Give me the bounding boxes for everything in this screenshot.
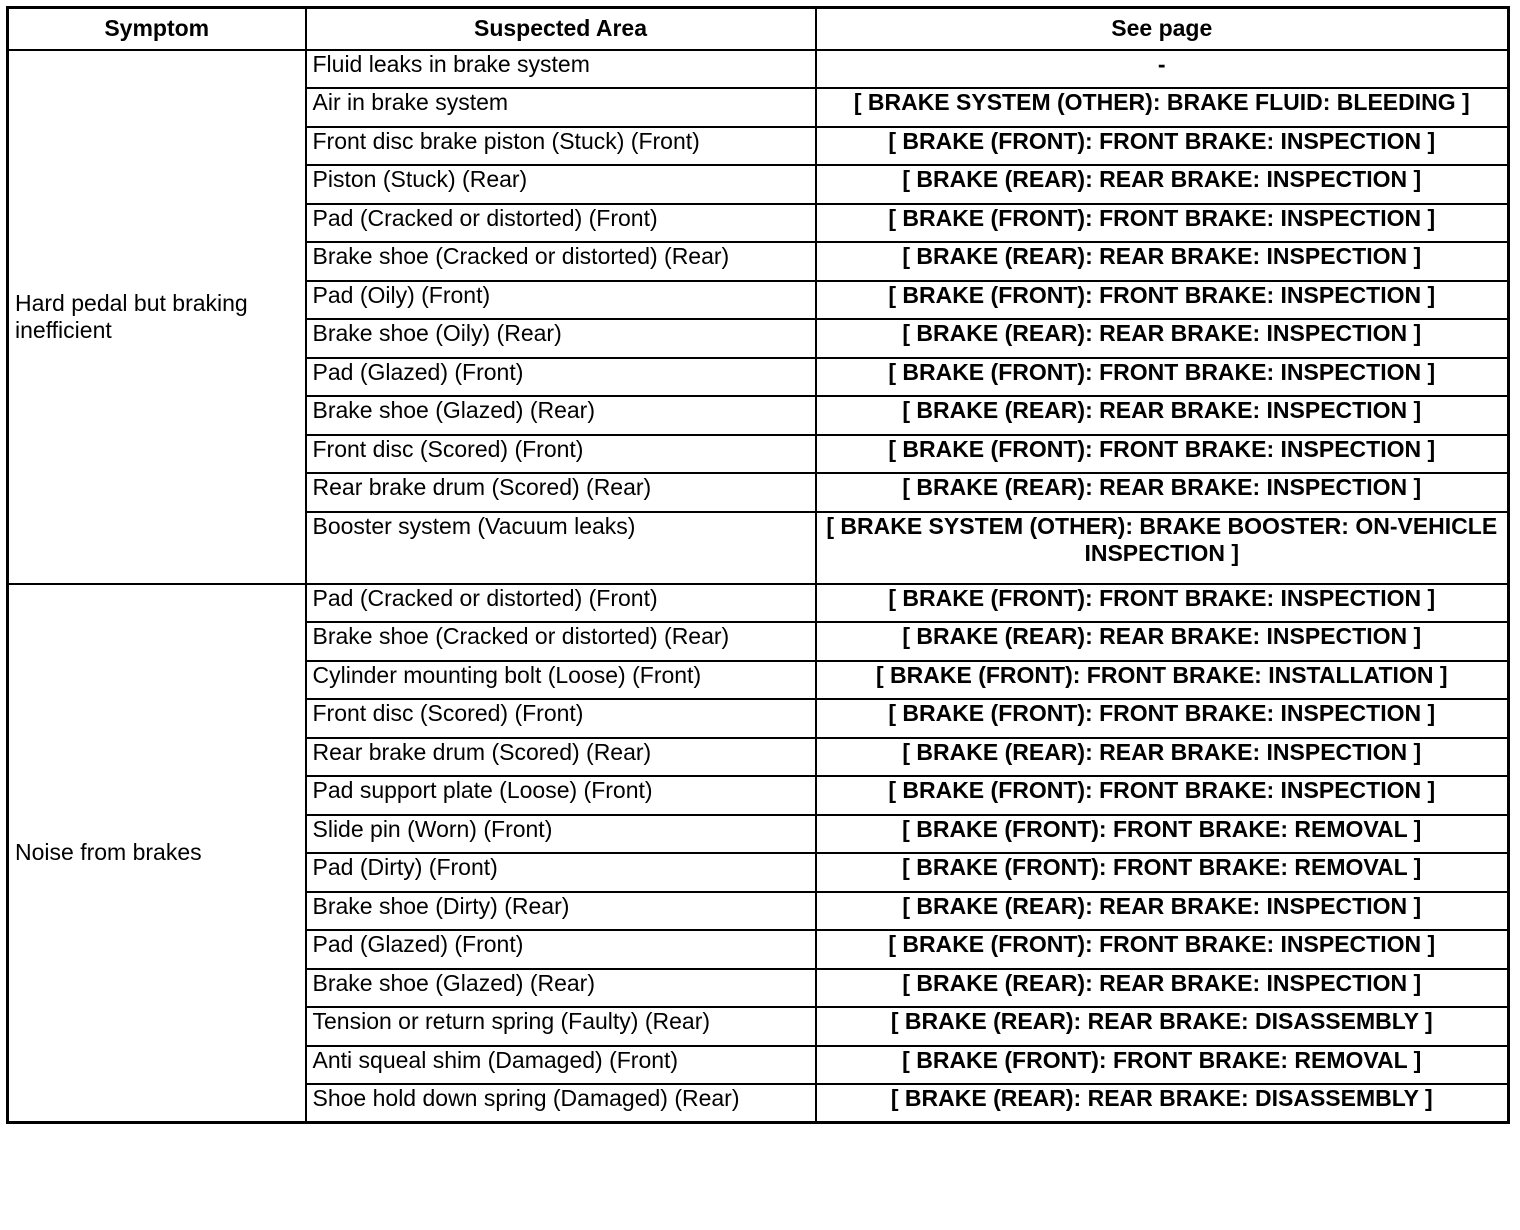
- see-page-cell: [ BRAKE (FRONT): FRONT BRAKE: INSPECTION ]: [816, 584, 1509, 623]
- header-row: [8, 8, 1509, 50]
- suspected-area-cell: Fluid leaks in brake system: [306, 50, 816, 89]
- suspected-area-cell: Front disc (Scored) (Front): [306, 699, 816, 738]
- header-symptom: Symptom: [8, 8, 306, 50]
- see-page-cell: [ BRAKE (FRONT): FRONT BRAKE: INSPECTION ]: [816, 204, 1509, 243]
- suspected-area-cell: Rear brake drum (Scored) (Rear): [306, 738, 816, 777]
- symptom-cell: Hard pedal but braking inefficient: [8, 50, 306, 584]
- suspected-area-cell: Tension or return spring (Faulty) (Rear): [306, 1007, 816, 1046]
- see-page-cell: [ BRAKE (REAR): REAR BRAKE: DISASSEMBLY ]: [816, 1007, 1509, 1046]
- header-see-page: See page: [816, 8, 1509, 50]
- suspected-area-cell: Pad (Oily) (Front): [306, 281, 816, 320]
- see-page-cell: [ BRAKE (FRONT): FRONT BRAKE: INSPECTION ]: [816, 699, 1509, 738]
- see-page-cell: -: [816, 50, 1509, 89]
- suspected-area-cell: Shoe hold down spring (Damaged) (Rear): [306, 1084, 816, 1123]
- see-page-cell: [ BRAKE (REAR): REAR BRAKE: INSPECTION ]: [816, 969, 1509, 1008]
- troubleshooting-table: [6, 6, 1510, 1124]
- suspected-area-cell: Brake shoe (Dirty) (Rear): [306, 892, 816, 931]
- see-page-cell: [ BRAKE (FRONT): FRONT BRAKE: INSPECTION ]: [816, 358, 1509, 397]
- troubleshooting-table-container: [6, 6, 1510, 1124]
- suspected-area-cell: Piston (Stuck) (Rear): [306, 165, 816, 204]
- see-page-cell: [ BRAKE (REAR): REAR BRAKE: INSPECTION ]: [816, 396, 1509, 435]
- suspected-area-cell: Booster system (Vacuum leaks): [306, 512, 816, 584]
- table-row: [8, 584, 1509, 623]
- suspected-area-cell: Pad (Cracked or distorted) (Front): [306, 204, 816, 243]
- see-page-cell: [ BRAKE SYSTEM (OTHER): BRAKE FLUID: BLEEDING ]: [816, 88, 1509, 127]
- see-page-cell: [ BRAKE (FRONT): FRONT BRAKE: REMOVAL ]: [816, 853, 1509, 892]
- suspected-area-cell: Slide pin (Worn) (Front): [306, 815, 816, 854]
- see-page-cell: [ BRAKE (REAR): REAR BRAKE: INSPECTION ]: [816, 242, 1509, 281]
- suspected-area-cell: Pad (Dirty) (Front): [306, 853, 816, 892]
- see-page-cell: [ BRAKE (REAR): REAR BRAKE: INSPECTION ]: [816, 319, 1509, 358]
- see-page-cell: [ BRAKE (FRONT): FRONT BRAKE: INSPECTION ]: [816, 281, 1509, 320]
- suspected-area-cell: Air in brake system: [306, 88, 816, 127]
- see-page-cell: [ BRAKE (FRONT): FRONT BRAKE: INSTALLATION ]: [816, 661, 1509, 700]
- table-body: [8, 50, 1509, 1123]
- see-page-cell: [ BRAKE (FRONT): FRONT BRAKE: INSPECTION ]: [816, 776, 1509, 815]
- see-page-cell: [ BRAKE (FRONT): FRONT BRAKE: INSPECTION ]: [816, 435, 1509, 474]
- suspected-area-cell: Brake shoe (Cracked or distorted) (Rear): [306, 242, 816, 281]
- suspected-area-cell: Brake shoe (Cracked or distorted) (Rear): [306, 622, 816, 661]
- see-page-cell: [ BRAKE (REAR): REAR BRAKE: DISASSEMBLY ]: [816, 1084, 1509, 1123]
- suspected-area-cell: Anti squeal shim (Damaged) (Front): [306, 1046, 816, 1085]
- see-page-cell: [ BRAKE (FRONT): FRONT BRAKE: INSPECTION ]: [816, 930, 1509, 969]
- suspected-area-cell: Pad (Glazed) (Front): [306, 358, 816, 397]
- symptom-cell: Noise from brakes: [8, 584, 306, 1123]
- suspected-area-cell: Brake shoe (Glazed) (Rear): [306, 396, 816, 435]
- see-page-cell: [ BRAKE (REAR): REAR BRAKE: INSPECTION ]: [816, 738, 1509, 777]
- suspected-area-cell: Cylinder mounting bolt (Loose) (Front): [306, 661, 816, 700]
- see-page-cell: [ BRAKE SYSTEM (OTHER): BRAKE BOOSTER: ON-VEHICLE INSPECTION ]: [816, 512, 1509, 584]
- see-page-cell: [ BRAKE (REAR): REAR BRAKE: INSPECTION ]: [816, 622, 1509, 661]
- suspected-area-cell: Front disc (Scored) (Front): [306, 435, 816, 474]
- see-page-cell: [ BRAKE (FRONT): FRONT BRAKE: REMOVAL ]: [816, 1046, 1509, 1085]
- suspected-area-cell: Brake shoe (Glazed) (Rear): [306, 969, 816, 1008]
- suspected-area-cell: Front disc brake piston (Stuck) (Front): [306, 127, 816, 166]
- see-page-cell: [ BRAKE (REAR): REAR BRAKE: INSPECTION ]: [816, 892, 1509, 931]
- suspected-area-cell: Pad (Glazed) (Front): [306, 930, 816, 969]
- table-row: [8, 50, 1509, 89]
- see-page-cell: [ BRAKE (FRONT): FRONT BRAKE: INSPECTION ]: [816, 127, 1509, 166]
- suspected-area-cell: Pad support plate (Loose) (Front): [306, 776, 816, 815]
- see-page-cell: [ BRAKE (REAR): REAR BRAKE: INSPECTION ]: [816, 473, 1509, 512]
- see-page-cell: [ BRAKE (REAR): REAR BRAKE: INSPECTION ]: [816, 165, 1509, 204]
- suspected-area-cell: Pad (Cracked or distorted) (Front): [306, 584, 816, 623]
- see-page-cell: [ BRAKE (FRONT): FRONT BRAKE: REMOVAL ]: [816, 815, 1509, 854]
- suspected-area-cell: Brake shoe (Oily) (Rear): [306, 319, 816, 358]
- suspected-area-cell: Rear brake drum (Scored) (Rear): [306, 473, 816, 512]
- header-suspected-area: Suspected Area: [306, 8, 816, 50]
